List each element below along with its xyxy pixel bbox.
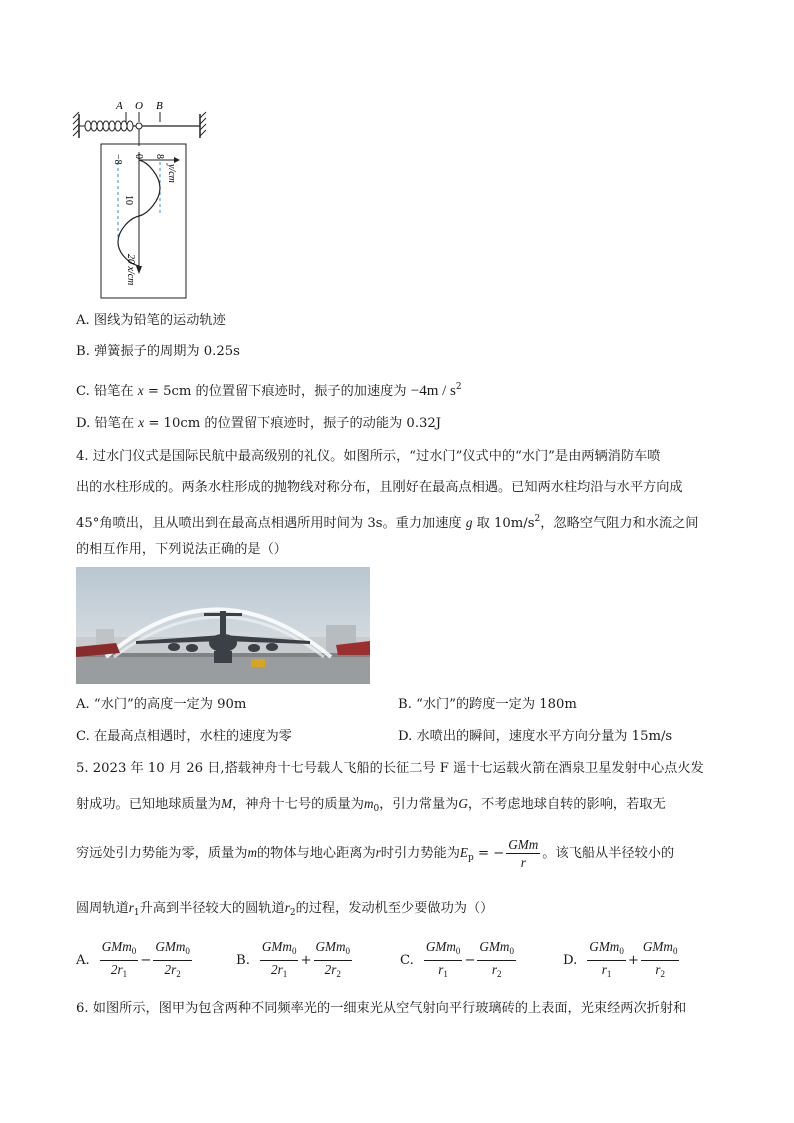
q5-line-2 [76, 795, 666, 818]
q5-frac1-den: r [438, 962, 444, 977]
q3-d-prefix: D. 铅笔在 [76, 416, 135, 431]
q5-frac2-den: r [655, 962, 661, 977]
q5-option-label: B. [236, 953, 250, 968]
q5-l2-b: ，神舟十七号的质量为 [232, 797, 364, 812]
q5-potential-fraction [506, 836, 540, 871]
q5-option-operator: − [464, 953, 476, 968]
q5-options [76, 938, 716, 982]
q3-option-b: B. 弹簧振子的周期为 0.25s [76, 344, 240, 359]
q5-frac2-num-sub: 0 [672, 946, 678, 956]
q5-option-label: A. [76, 953, 90, 968]
q5-l4-b: 升高到半径较大的圆轨道 [139, 901, 285, 916]
q4-line-4: 的相互作用，下列说法正确的是（） [76, 542, 287, 557]
q3-d-rest: = 10cm 的位置留下痕迹时，振子的动能为 0.32J [144, 416, 442, 431]
q5-frac1-num-sub: 0 [619, 946, 624, 956]
q4-line-3 [76, 510, 698, 533]
q5-frac2-num: GMm [155, 939, 186, 954]
q4-line3-b: 取 10m/s [476, 516, 535, 531]
q4-option-c: C. 在最高点相遇时，水柱的速度为零 [76, 729, 292, 744]
q5-frac1-den: 2r [271, 962, 283, 977]
q5-r1: r [128, 900, 134, 915]
q5-l4-a: 圆周轨道 [76, 901, 129, 916]
label-A: A [116, 100, 123, 112]
q5-option-label: D. [563, 953, 578, 968]
q5-option-operator: − [140, 953, 152, 968]
y-axis-label: y/cm [166, 164, 177, 183]
q5-frac2-den-sub: 2 [660, 969, 665, 979]
q5-frac1-den: 2r [110, 962, 123, 977]
q5-option-operator: + [627, 953, 639, 968]
q5-frac1-den-sub: 1 [606, 969, 612, 979]
q5-Ep: E [459, 845, 468, 860]
q5-line-4 [76, 899, 493, 922]
q5-frac1-num-sub: 0 [131, 946, 137, 956]
q5-frac2-num-sub: 0 [345, 946, 351, 956]
q5-option-operator: + [300, 953, 312, 968]
q4-line-2: 出的水柱形成的。两条水柱形成的抛物线对称分布，且刚好在最高点相遇。已知两水柱均沿与水平方向成 [76, 480, 683, 495]
q3-c-val: = 5cm 的位置留下痕迹时，振子的加速度为 [143, 384, 407, 399]
q4-line3-c: ，忽略空气阻力和水流之间 [540, 516, 699, 531]
label-B: B [156, 100, 163, 112]
q5-frac1-num-sub: 0 [455, 946, 461, 956]
q5-r2: r [284, 900, 290, 915]
q4-g: g [465, 515, 473, 530]
q3-c-var: x [137, 383, 144, 398]
q5-r2-sub: 2 [289, 908, 296, 918]
q5-M: M [221, 796, 233, 811]
q5-option-0 [76, 938, 194, 983]
q5-frac1-den: r [601, 962, 607, 977]
q5-option-frac2 [153, 938, 192, 983]
q4-line-1: 4. 过水门仪式是国际民航中最高级别的礼仪。如图所示，“过水门”仪式中的“水门”是由两辆消防车喷 [76, 449, 661, 464]
q5-G: G [458, 796, 468, 811]
q5-l3-d: 。该飞船从半径较小的 [542, 846, 675, 861]
q3-c-answer: −4m / s [410, 383, 456, 399]
q5-frac-den: r [520, 855, 526, 870]
q5-eq: = − [473, 846, 505, 861]
q5-frac2-num: GMm [479, 939, 510, 954]
q6-line-1: 6. 如图所示，图甲为包含两种不同频率光的一细束光从空气射向平行玻璃砖的上表面，光束经两次折射和 [76, 1001, 687, 1016]
q5-frac1-den-sub: 1 [122, 969, 128, 979]
q4-option-d: D. 水喷出的瞬间，速度水平方向分量为 15m/s [398, 729, 673, 744]
q5-Ep-sub: p [467, 853, 474, 863]
q5-line-1: 5. 2023 年 10 月 26 日,搭载神舟十七号载人飞船的长征二号 F 遥十七运载火箭在酒泉卫星发射中心点火发 [76, 761, 704, 776]
q5-frac1-num-sub: 0 [291, 946, 297, 956]
q5-option-frac1 [260, 938, 299, 983]
q5-frac2-num: GMm [315, 939, 346, 954]
q5-frac1-num: GMm [589, 939, 620, 954]
q5-r1-sub: 1 [133, 908, 140, 918]
tick-neg8: −8 [112, 154, 123, 165]
q4-sup: 2 [534, 514, 541, 524]
q5-frac2-den-sub: 2 [336, 969, 341, 979]
q5-frac2-den-sub: 2 [497, 969, 502, 979]
tick-8: 8 [154, 154, 165, 159]
q5-frac1-den-sub: 1 [443, 969, 448, 979]
q5-l2-a: 射成功。已知地球质量为 [76, 797, 222, 812]
q5-frac1-num: GMm [101, 939, 132, 954]
q5-m0-sub: 0 [373, 804, 380, 814]
q5-m0: m [363, 796, 374, 811]
q5-frac2-den: 2r [324, 962, 337, 977]
water-salute-photo [76, 567, 370, 684]
q3-c-prefix: C. 铅笔在 [76, 384, 134, 399]
x-axis-label: 20 x/cm [125, 254, 136, 286]
q5-line-3 [76, 835, 674, 876]
q5-l2-d: ，不考虑地球自转的影响，若取无 [467, 797, 666, 812]
q5-frac-num: GMm [508, 837, 539, 852]
q5-option-label: C. [400, 953, 414, 968]
q5-frac1-den-sub: 1 [282, 969, 288, 979]
q5-l3-c: 时引力势能为 [380, 846, 460, 861]
q4-option-b: B. “水门”的跨度一定为 180m [398, 697, 577, 712]
q5-frac2-num: GMm [642, 939, 673, 954]
q5-frac1-num: GMm [261, 939, 292, 954]
q5-option-1 [236, 938, 354, 983]
q5-frac2-den: r [491, 962, 498, 977]
q5-l3-a: 穷远处引力势能为零，质量为 [76, 846, 248, 861]
tick-0: 0 [133, 154, 144, 159]
q5-frac1-num: GMm [425, 939, 456, 954]
q5-l3-b: 的物体与地心距离为 [256, 846, 376, 861]
q5-option-2 [400, 938, 518, 983]
q5-l2-c: ，引力常量为 [379, 797, 459, 812]
q5-l4-c: 的过程，发动机至少要做功为（） [295, 901, 494, 916]
q4-option-a: A. “水门”的高度一定为 90m [76, 697, 247, 712]
q5-option-frac1 [100, 938, 139, 983]
spring-oscillator-figure [70, 96, 210, 306]
q3-c-sup: 2 [455, 382, 462, 392]
q5-option-frac2 [477, 938, 516, 983]
q3-option-a: A. 图线为铅笔的运动轨迹 [76, 313, 226, 328]
q5-l3-r: r [375, 845, 381, 860]
q4-line3-a: 45°角喷出，且从喷出到在最高点相遇所用时间为 3s。重力加速度 [76, 516, 462, 531]
q5-l3-m: m [247, 845, 257, 860]
q5-frac2-num-sub: 0 [509, 946, 514, 956]
q5-option-frac1 [587, 938, 626, 983]
q5-option-frac2 [641, 938, 680, 983]
q5-frac2-num-sub: 0 [185, 946, 190, 956]
label-O: O [135, 100, 143, 112]
q3-d-var: x [138, 415, 145, 430]
q5-frac2-den: 2r [164, 962, 177, 977]
q3-option-d [76, 414, 441, 433]
tick-10: 10 [123, 195, 134, 205]
q5-option-frac2 [314, 938, 353, 983]
q5-option-frac1 [424, 938, 463, 983]
q3-option-c [76, 378, 462, 401]
q5-frac2-den-sub: 2 [176, 969, 181, 979]
q5-option-3 [563, 938, 681, 983]
